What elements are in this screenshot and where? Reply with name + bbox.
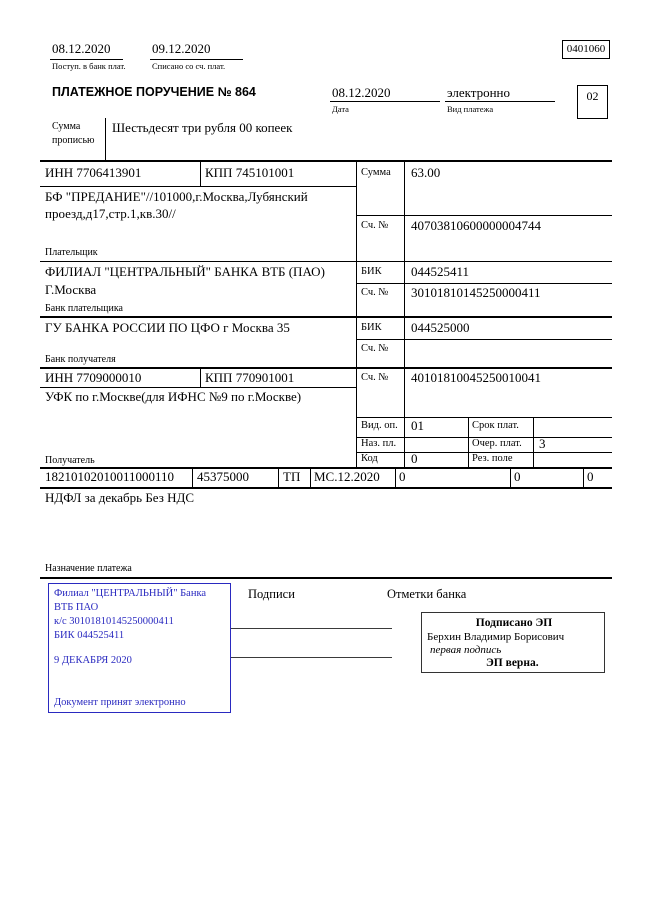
beneficiary-bank-bik-label: БИК — [361, 322, 382, 333]
debited-date: 09.12.2020 — [152, 41, 211, 56]
form-code-box: 0401060 — [562, 40, 610, 59]
payer-bank-bik-label: БИК — [361, 266, 382, 277]
kod-label: Код — [361, 453, 378, 464]
signature-line-1 — [230, 628, 392, 629]
table-line — [40, 487, 612, 489]
bank-stamp-line-3: к/с 30101810145250000411 — [54, 616, 174, 627]
beneficiary-bank-bik: 044525000 — [411, 320, 470, 335]
payer-bank-section-label: Банк плательщика — [45, 303, 123, 314]
payer-name-line1: БФ "ПРЕДАНИЕ"//101000,г.Москва,Лубянский — [45, 189, 308, 204]
payment-kind: электронно — [447, 85, 511, 100]
payer-kpp: КПП 745101001 — [205, 165, 295, 180]
beneficiary-bank-section-label: Банк получателя — [45, 354, 116, 365]
ep-stamp-title: Подписано ЭП — [475, 617, 553, 629]
debited-date-underline — [150, 59, 243, 60]
beneficiary-bank-name: ГУ БАНКА РОССИИ ПО ЦФО г Москва 35 — [45, 320, 290, 335]
payer-inn: ИНН 7706413901 — [45, 165, 142, 180]
payment-purpose-text: НДФЛ за декабрь Без НДС — [45, 490, 195, 505]
status-code-box: 02 — [577, 85, 608, 119]
table-line — [356, 417, 612, 418]
beneficiary-inn: ИНН 7709000010 — [45, 370, 142, 385]
tax-type-cell: 0 — [587, 469, 594, 484]
table-line — [40, 387, 356, 388]
signatures-heading: Подписи — [248, 587, 295, 601]
amount-words-label-1: Сумма — [52, 121, 81, 132]
table-line — [533, 417, 534, 467]
payment-kind-label: Вид платежа — [447, 104, 494, 114]
table-line — [200, 160, 201, 187]
beneficiary-account-label: Сч. № — [361, 372, 389, 383]
ep-stamp-verified: ЭП верна. — [486, 657, 539, 669]
beneficiary-name: УФК по г.Москве(для ИФНС №9 по г.Москве) — [45, 389, 302, 404]
payer-account: 40703810600000004744 — [411, 218, 541, 233]
beneficiary-section-label: Получатель — [45, 455, 95, 466]
bank-stamp-line-1: Филиал "ЦЕНТРАЛЬНЫЙ" Банка — [54, 588, 207, 599]
amount-value: 63.00 — [411, 165, 441, 180]
bank-stamp-date: 9 ДЕКАБРЯ 2020 — [54, 655, 132, 666]
date-underline — [330, 101, 440, 102]
payer-bank-account: 30101810145250000411 — [411, 285, 541, 300]
document-date: 08.12.2020 — [332, 85, 391, 100]
bank-marks-heading: Отметки банка — [387, 587, 467, 601]
amount-in-words: Шестьдесят три рубля 00 копеек — [112, 120, 293, 135]
bank-stamp — [48, 583, 231, 713]
naz-pl-label: Наз. пл. — [361, 438, 397, 449]
received-date: 08.12.2020 — [52, 41, 111, 56]
amount-cell-label: Сумма — [361, 167, 391, 178]
rez-pole-label: Рез. поле — [472, 453, 513, 464]
bank-stamp-note: Документ принят электронно — [54, 697, 186, 708]
tax-date-cell: 0 — [514, 469, 521, 484]
bank-stamp-line-4: БИК 044525411 — [54, 630, 125, 641]
signature-line-2 — [230, 657, 392, 658]
tax-number-cell: 0 — [399, 469, 406, 484]
ocher-plat-label: Очер. плат. — [472, 438, 522, 449]
tax-oktmo-cell: 45375000 — [197, 469, 249, 484]
table-line — [395, 467, 396, 487]
tax-basis-cell: ТП — [283, 469, 301, 484]
tax-kbk-cell: 18210102010011000110 — [45, 469, 175, 484]
table-line — [192, 467, 193, 487]
payer-name-line2: проезд,д17,стр.1,кв.30// — [45, 206, 176, 221]
payer-section-label: Плательщик — [45, 247, 98, 258]
kod-value: 0 — [411, 451, 418, 466]
electronic-signature-stamp — [421, 612, 605, 673]
vid-op-value: 01 — [411, 418, 424, 433]
table-line — [356, 283, 612, 284]
payment-kind-underline — [445, 101, 555, 102]
table-line — [200, 367, 201, 387]
received-date-underline — [50, 59, 123, 60]
received-date-label: Поступ. в банк плат. — [52, 61, 126, 71]
payer-bank-bik: 044525411 — [411, 264, 470, 279]
table-line — [40, 367, 612, 369]
payment-purpose-label: Назначение платежа — [45, 563, 132, 574]
payer-bank-account-label: Сч. № — [361, 287, 389, 298]
vid-op-label: Вид. оп. — [361, 420, 398, 431]
ocher-plat-value: 3 — [539, 436, 546, 451]
beneficiary-kpp: КПП 770901001 — [205, 370, 295, 385]
table-line — [356, 160, 357, 467]
amount-words-divider — [105, 118, 106, 162]
document-title: ПЛАТЕЖНОЕ ПОРУЧЕНИЕ № 864 — [52, 85, 256, 99]
tax-period-cell: МС.12.2020 — [314, 469, 380, 484]
payer-account-label: Сч. № — [361, 220, 389, 231]
payer-bank-name-line2: Г.Москва — [45, 282, 97, 297]
ep-stamp-signer-name: Берхин Владимир Борисович — [427, 631, 565, 643]
date-label: Дата — [332, 104, 349, 114]
table-line — [40, 261, 612, 262]
table-line — [40, 186, 356, 187]
payer-bank-name-line1: ФИЛИАЛ "ЦЕНТРАЛЬНЫЙ" БАНКА ВТБ (ПАО) — [45, 264, 325, 279]
table-line — [310, 467, 311, 487]
table-line — [40, 577, 612, 579]
beneficiary-account: 40101810045250010041 — [411, 370, 541, 385]
ep-stamp-subtitle: первая подпись — [430, 644, 502, 656]
table-line — [510, 467, 511, 487]
table-line — [404, 160, 405, 467]
debited-date-label: Списано со сч. плат. — [152, 61, 226, 71]
table-line — [278, 467, 279, 487]
table-line — [468, 417, 469, 467]
amount-words-label-2: прописью — [52, 135, 95, 146]
beneficiary-bank-account-label: Сч. № — [361, 343, 389, 354]
table-line — [583, 467, 584, 487]
table-line — [356, 339, 612, 340]
bank-stamp-line-2: ВТБ ПАО — [54, 602, 99, 613]
table-line — [40, 160, 612, 162]
table-line — [356, 215, 612, 216]
srok-plat-label: Срок плат. — [472, 420, 519, 431]
table-line — [40, 316, 612, 318]
